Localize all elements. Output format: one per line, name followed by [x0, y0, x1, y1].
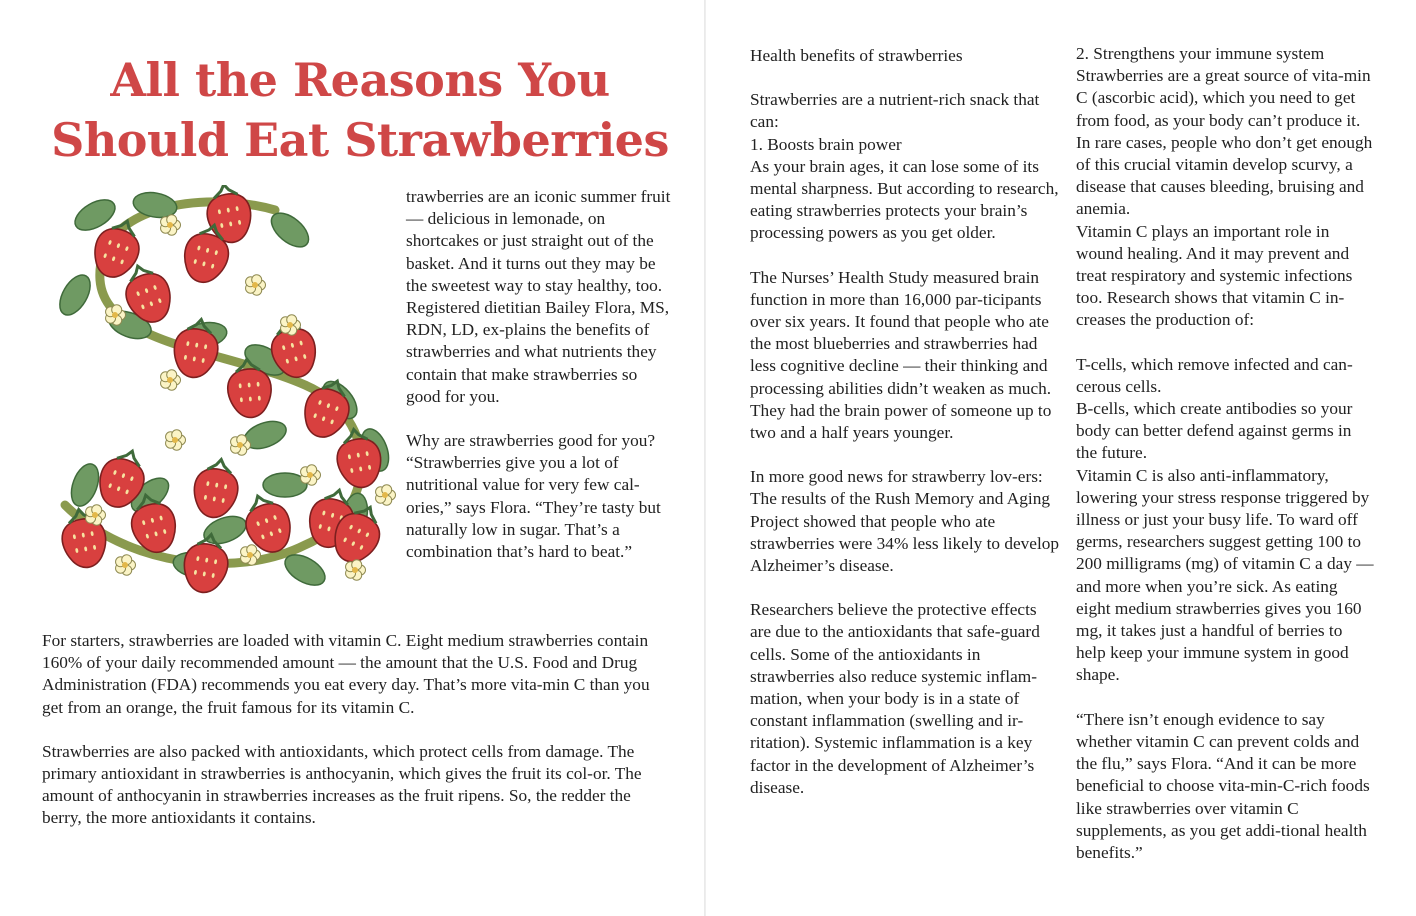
benefits-lead: Strawberries are a nutrient-rich snack that can:: [750, 90, 1040, 132]
strawberry-icon: [226, 367, 273, 419]
blossom-center-icon: [122, 562, 128, 568]
flora-quote: “Strawberries give you a lot of nutritional value for very few cal-ories,” says Flora. “They’re tasty but naturally low in sugar. That’s a combination that’s hard to beat.”: [406, 453, 661, 562]
antioxidants-paragraph: Strawberries are also packed with antioxidants, which protect cells from damage. The primary antioxidant in strawberries is anthocyanin, which gives the fruit its col-or. The amount of anthocyanin in strawberries increases as the fruit ripens. So, the redder the berry, the more antioxidants it contains.: [42, 741, 642, 828]
intro-heading: Why are strawberries good for you?: [406, 431, 656, 451]
leaf-icon: [55, 270, 96, 320]
blossom-center-icon: [382, 492, 388, 498]
vitamin-c-source-paragraph: Strawberries are a great source of vita-min C (ascorbic acid), which you need to get from food, as your body can’t produce it. In rare cases, people who don’t get enough of this crucial vitamin develop scurvy, a disease that causes bleeding, bruising and anemia.: [1076, 66, 1373, 219]
wound-healing-paragraph: Vitamin C plays an important role in wound healing. And it may prevent and treat respiratory and systemic infections too. Research shows that vitamin C in-creases the production of:: [1076, 221, 1353, 330]
blossom-center-icon: [247, 552, 253, 558]
anti-inflammatory-paragraph: Vitamin C is also anti-inflammatory, lowering your stress response triggered by illness or just your busy life. To ward off germs, researchers suggest getting 100 to 200 milligrams (mg) of vitamin C a day — and more when you’re sick. As eating eight medium strawberries gives you 160 mg, it takes just a handful of berries to help keep your immune system in good shape.: [1076, 465, 1374, 685]
blossom-center-icon: [307, 472, 313, 478]
health-benefits-column: [750, 45, 1060, 799]
strawberry-icon: [190, 466, 241, 521]
title-line-2: Should Eat Strawberries: [51, 113, 669, 167]
t-cells-item: T-cells, which remove infected and can-cerous cells.: [1076, 354, 1353, 396]
leaf-icon: [66, 460, 104, 510]
intro-column: [406, 186, 671, 563]
b-cells-item: B-cells, which create antibodies so your body can better defend against germs in the future.: [1076, 399, 1353, 463]
page-title: [40, 50, 680, 170]
brain-paragraph: As your brain ages, it can lose some of its mental sharpness. But according to research, eating strawberries protects your brain’s processing powers as you get older.: [750, 156, 1059, 243]
bottom-column: [42, 630, 667, 830]
intro-paragraph: trawberries are an iconic summer fruit — delicious in lemonade, on shortcakes or just straight out of the basket. And it turns out they may be the sweetest way to stay healthy, too. Registered dietitian Bailey Flora, MS, RDN, LD, ex-plains the benefits of strawberries and what nutrients they contain that make strawberries so good for you.: [406, 187, 671, 406]
blossom-center-icon: [172, 437, 178, 443]
strawberry-s-illustration-icon: [55, 185, 400, 615]
blossom-center-icon: [167, 377, 173, 383]
blossom-center-icon: [287, 322, 293, 328]
protective-effects-paragraph: Researchers believe the protective effects are due to the antioxidants that safe-guard cells. Some of the antioxidants in strawberries also reduce systemic inflam-mation, when your body is in a state of constant inflammation (swelling and ir-ritation). Systemic inflammation is a key factor in the development of Alzheimer’s disease.: [750, 600, 1040, 797]
benefit-item-1: 1. Boosts brain power: [750, 134, 902, 154]
immune-column: [1076, 43, 1376, 864]
blossom-center-icon: [252, 282, 258, 288]
section-heading: Health benefits of strawberries: [750, 46, 963, 65]
benefit-item-2: 2. Strengthens your immune system: [1076, 44, 1325, 63]
nurses-study-paragraph: The Nurses’ Health Study measured brain function in more than 16,000 par-ticipants over six years. It found that people who ate the most blueberries and strawberries had less cognitive decline — their thinking and processing abilities didn’t weaken as much. They had the brain power of someone up to two and a half years younger.: [750, 267, 1052, 443]
left-page: [0, 0, 706, 916]
strawberry-icon: [180, 541, 231, 596]
vitamin-c-paragraph: For starters, strawberries are loaded with vitamin C. Eight medium strawberries contain 160% of your daily recommended amount — the amount that the U.S. Food and Drug Administration (FDA) recommends you eat every day. That’s more vita-min C than you get from an orange, the fruit famous for its vitamin C.: [42, 631, 650, 717]
rush-project-paragraph: In more good news for strawberry lov-ers: The results of the Rush Memory and Aging Project showed that people who ate strawberries were 34% less likely to develop Alzheimer’s disease.: [750, 467, 1060, 576]
blossom-center-icon: [92, 512, 98, 518]
strawberry-icon: [59, 516, 110, 571]
blossom-center-icon: [112, 312, 118, 318]
blossom-center-icon: [167, 222, 173, 228]
title-line-1: All the Reasons You: [110, 53, 610, 107]
blossom-center-icon: [352, 567, 358, 573]
blossom-center-icon: [237, 442, 243, 448]
colds-quote-paragraph: “There isn’t enough evidence to say whether vitamin C can prevent colds and the flu,” says Flora. “And it can be more beneficial to choose vita-min-C-rich foods like strawberries over vitamin C supplements, as you get addi-tional health benefits.”: [1076, 709, 1370, 862]
